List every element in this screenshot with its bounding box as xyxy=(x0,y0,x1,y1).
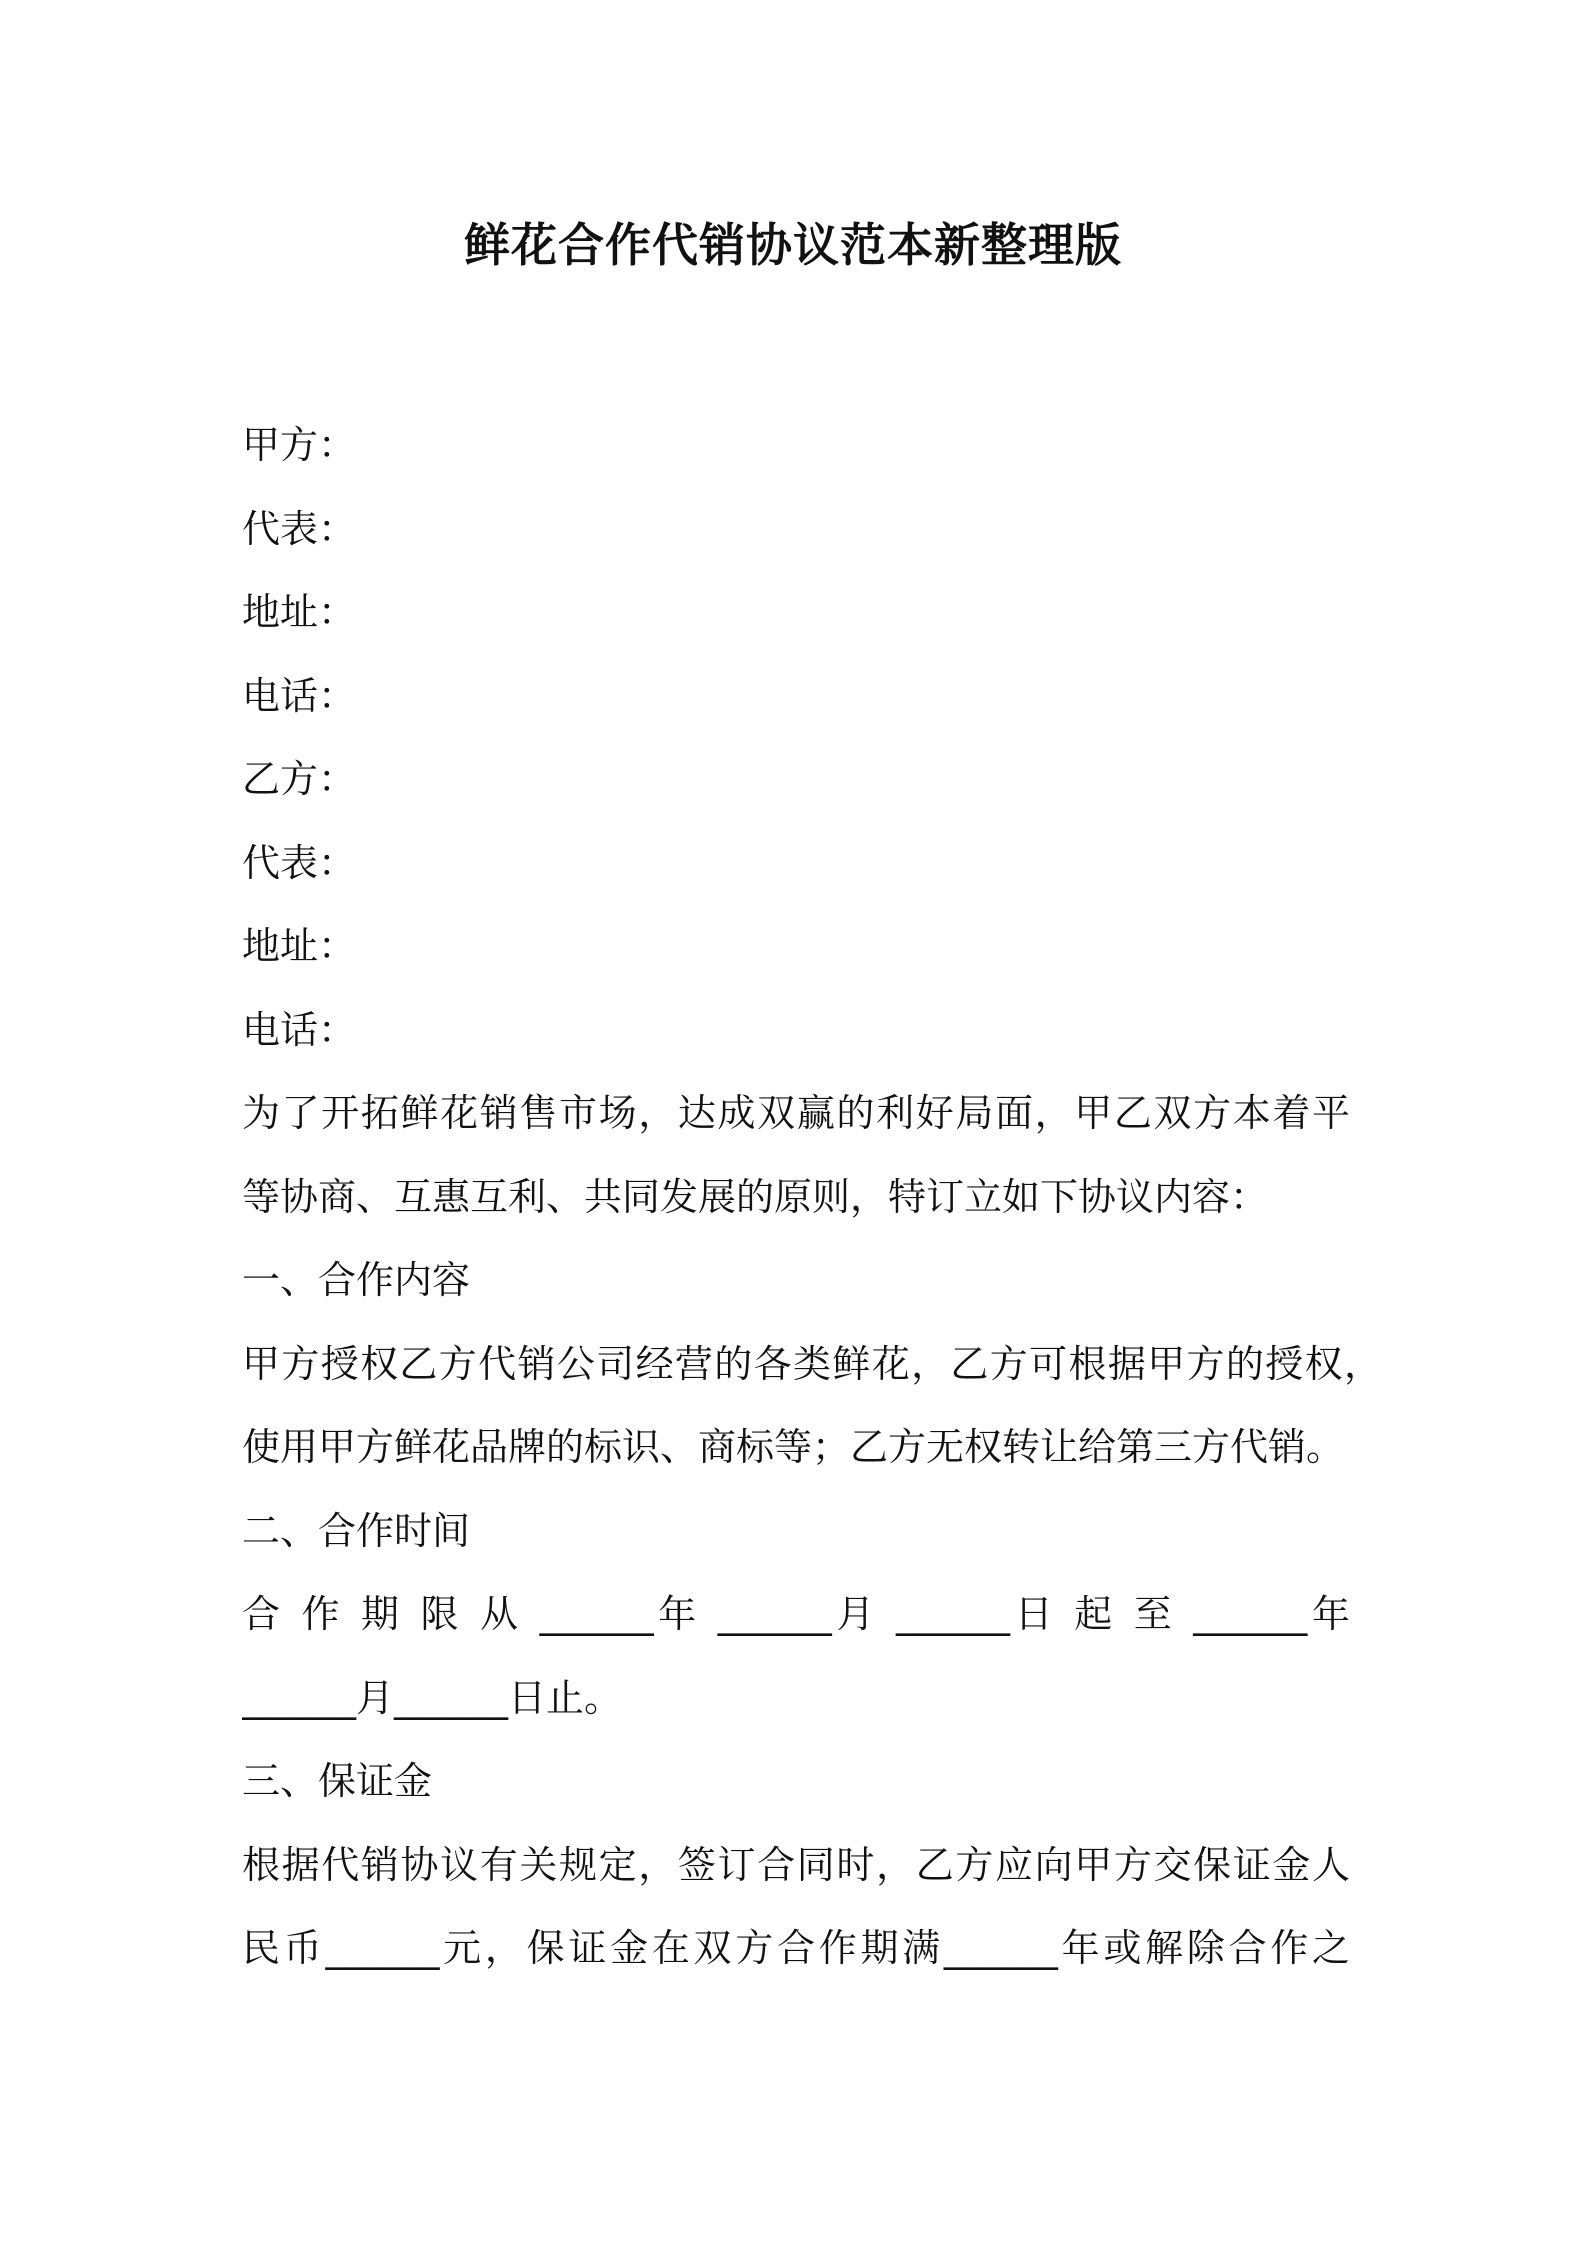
party-b-address-label: 地址： xyxy=(242,924,357,968)
section-text-line: 合 作 期 限 从 ______年 ______月 ______日 起 至 ______年 xyxy=(242,1592,1350,1636)
section-heading-deposit: 三、保证金 xyxy=(242,1759,433,1803)
preamble-line: 为了开拓鲜花销售市场，达成双赢的利好局面，甲乙双方本着平 xyxy=(242,1091,1350,1135)
section-text-line: 根据代销协议有关规定，签订合同时，乙方应向甲方交保证金人 xyxy=(242,1842,1350,1887)
section-heading-cooperation-period: 二、合作时间 xyxy=(242,1508,471,1553)
document-title: 鲜花合作代销协议范本新整理版 xyxy=(464,218,1122,272)
party-a-representative-label: 代表： xyxy=(242,506,357,551)
section-text-line: 民币______元，保证金在双方合作期满______年或解除合作之 xyxy=(242,1926,1350,1970)
preamble-line: 等协商、互惠互利、共同发展的原则，特订立如下协议内容： xyxy=(242,1174,1269,1219)
party-a-phone-label: 电话： xyxy=(242,673,357,718)
party-b-phone-label: 电话： xyxy=(242,1007,357,1052)
document-body xyxy=(242,404,1382,1991)
party-b-name-label: 乙方： xyxy=(242,757,357,801)
party-a-address-label: 地址： xyxy=(242,590,357,634)
party-a-name-label: 甲方： xyxy=(242,423,357,467)
section-text-line: 甲方授权乙方代销公司经营的各类鲜花，乙方可根据甲方的授权， xyxy=(242,1341,1382,1386)
section-text-line: ______月______日止。 xyxy=(242,1675,623,1720)
party-b-representative-label: 代表： xyxy=(242,840,357,885)
section-text-line: 使用甲方鲜花品牌的标识、商标等；乙方无权转让给第三方代销。 xyxy=(242,1425,1345,1469)
section-heading-cooperation-content: 一、合作内容 xyxy=(242,1258,471,1302)
